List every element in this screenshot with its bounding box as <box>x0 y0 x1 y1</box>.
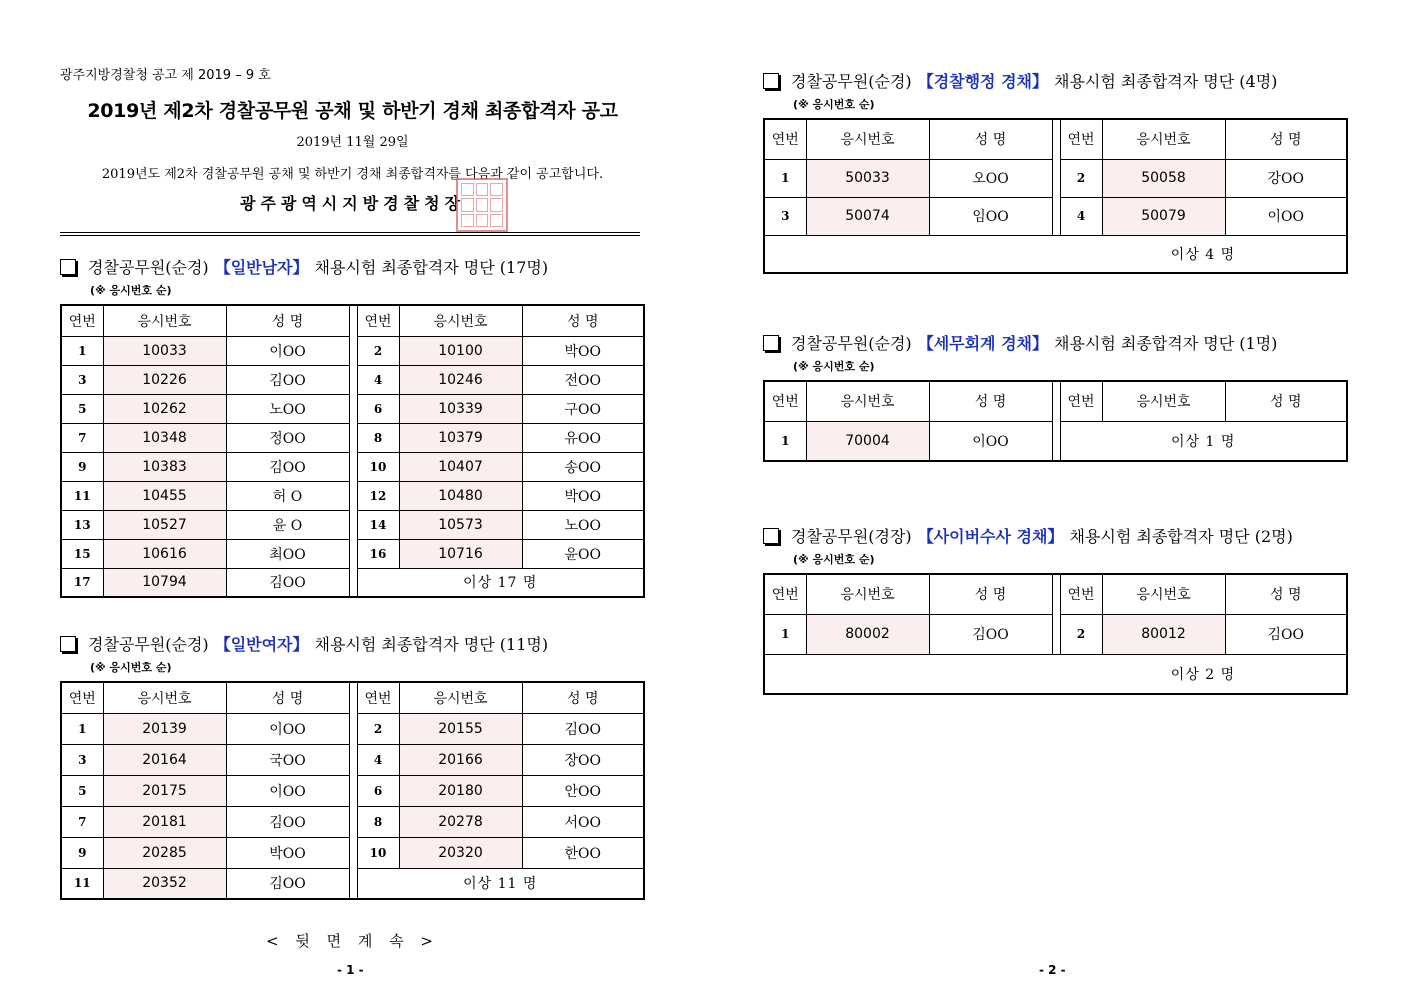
exam-number: 10100 <box>399 336 522 365</box>
exam-number: 20285 <box>103 837 226 868</box>
candidate-name: 구OO <box>522 394 644 423</box>
section-title-prefix: 경찰공무원(경장) <box>791 527 912 546</box>
column-header: 성 명 <box>1225 381 1347 421</box>
candidate-name: 강OO <box>1225 159 1347 197</box>
exam-number: 20320 <box>399 837 522 868</box>
page-number-2: - 2 - <box>1039 963 1066 977</box>
column-gap <box>349 423 357 452</box>
table-row <box>61 452 644 481</box>
table-row <box>61 806 644 837</box>
entry-number: 13 <box>61 510 103 539</box>
column-gap <box>349 682 357 713</box>
table-header-row <box>764 574 1347 614</box>
column-header: 연번 <box>764 119 806 159</box>
entry-number: 10 <box>357 452 399 481</box>
table-row <box>61 568 644 597</box>
column-header: 성 명 <box>522 305 644 336</box>
entry-number: 1 <box>61 713 103 744</box>
candidate-name: 서OO <box>522 806 644 837</box>
page-number-1: - 1 - <box>337 963 364 977</box>
entry-number: 1 <box>61 336 103 365</box>
entry-number: 8 <box>357 806 399 837</box>
column-gap <box>349 806 357 837</box>
exam-number: 10527 <box>103 510 226 539</box>
section-title-suffix: 채용시험 최종합격자 명단 (11명) <box>314 635 549 654</box>
exam-number: 10383 <box>103 452 226 481</box>
column-gap <box>1052 574 1060 614</box>
candidate-name: 박OO <box>226 837 349 868</box>
column-gap <box>349 394 357 423</box>
candidate-name: 박OO <box>522 481 644 510</box>
section-title-prefix: 경찰공무원(순경) <box>791 334 912 353</box>
column-header: 연번 <box>61 682 103 713</box>
page-title: 2019년 제2차 경찰공무원 공채 및 하반기 경채 최종합격자 공고 <box>87 100 618 122</box>
total-count: 이상 11 명 <box>357 868 644 899</box>
table-row <box>764 421 1347 461</box>
section-cyber-investigation <box>763 524 1348 695</box>
entry-number: 9 <box>61 837 103 868</box>
section-title-suffix: 채용시험 최종합격자 명단 (4명) <box>1054 72 1278 91</box>
exam-number: 20175 <box>103 775 226 806</box>
exam-number: 50033 <box>806 159 929 197</box>
exam-number: 10616 <box>103 539 226 568</box>
candidate-name: 김OO <box>929 614 1052 654</box>
entry-number: 4 <box>357 365 399 394</box>
section-category: 【경찰행정 경채】 <box>917 72 1048 91</box>
candidate-name: 이OO <box>226 713 349 744</box>
entry-number: 1 <box>764 614 806 654</box>
section-title <box>763 69 1348 92</box>
column-header: 성 명 <box>929 381 1052 421</box>
exam-number: 10339 <box>399 394 522 423</box>
entry-number: 10 <box>357 837 399 868</box>
candidate-name: 김OO <box>226 568 349 597</box>
entry-number: 7 <box>61 806 103 837</box>
table-row <box>61 713 644 744</box>
table-row <box>61 775 644 806</box>
candidate-name: 최OO <box>226 539 349 568</box>
table-row <box>61 365 644 394</box>
section-title-prefix: 경찰공무원(순경) <box>791 72 912 91</box>
section-title <box>60 632 645 655</box>
entry-number: 6 <box>357 394 399 423</box>
column-header: 연번 <box>357 682 399 713</box>
entry-number: 8 <box>357 423 399 452</box>
column-header: 응시번호 <box>806 381 929 421</box>
entry-number: 7 <box>61 423 103 452</box>
order-note: (※ 응시번호 순) <box>793 98 875 111</box>
column-gap <box>349 539 357 568</box>
total-count: 이상 1 명 <box>1060 421 1347 461</box>
column-gap <box>1052 614 1060 654</box>
table-row <box>764 614 1347 654</box>
exam-number: 10379 <box>399 423 522 452</box>
exam-number: 20155 <box>399 713 522 744</box>
exam-number: 10246 <box>399 365 522 394</box>
entry-number: 3 <box>61 365 103 394</box>
checkbox-square-icon <box>763 335 779 351</box>
order-note: (※ 응시번호 순) <box>793 553 875 566</box>
column-header: 성 명 <box>522 682 644 713</box>
candidate-name: 전OO <box>522 365 644 394</box>
column-header: 연번 <box>1060 381 1102 421</box>
entry-number: 9 <box>61 452 103 481</box>
entry-number: 5 <box>61 775 103 806</box>
column-header: 성 명 <box>226 305 349 336</box>
candidate-name: 송OO <box>522 452 644 481</box>
candidate-name: 유OO <box>522 423 644 452</box>
exam-number: 50058 <box>1102 159 1225 197</box>
section-general-female <box>60 632 645 900</box>
table-header-row <box>764 381 1347 421</box>
header-divider <box>60 232 640 236</box>
total-count: 이상 4 명 <box>1060 235 1347 273</box>
entry-number: 6 <box>357 775 399 806</box>
section-title <box>763 331 1348 354</box>
candidate-name: 김OO <box>226 868 349 899</box>
exam-number: 70004 <box>806 421 929 461</box>
results-table <box>763 380 1348 462</box>
column-gap <box>1052 421 1060 461</box>
exam-number: 10480 <box>399 481 522 510</box>
section-title-prefix: 경찰공무원(순경) <box>88 635 209 654</box>
exam-number: 50079 <box>1102 197 1225 235</box>
column-gap <box>349 568 357 597</box>
column-header: 연번 <box>764 574 806 614</box>
column-gap <box>349 481 357 510</box>
column-header: 응시번호 <box>806 119 929 159</box>
total-spacer <box>764 654 1060 694</box>
total-spacer <box>764 235 1060 273</box>
entry-number: 1 <box>764 159 806 197</box>
entry-number: 2 <box>357 336 399 365</box>
table-row <box>61 837 644 868</box>
table-row <box>61 423 644 452</box>
table-header-row <box>764 119 1347 159</box>
candidate-name: 국OO <box>226 744 349 775</box>
entry-number: 14 <box>357 510 399 539</box>
official-seal-icon <box>456 178 508 232</box>
column-gap <box>349 837 357 868</box>
column-gap <box>349 775 357 806</box>
candidate-name: 정OO <box>226 423 349 452</box>
section-tax-accounting <box>763 331 1348 462</box>
exam-number: 10455 <box>103 481 226 510</box>
section-category: 【일반남자】 <box>214 258 309 277</box>
results-table <box>763 573 1348 695</box>
exam-number: 10348 <box>103 423 226 452</box>
column-header: 응시번호 <box>103 682 226 713</box>
exam-number: 20181 <box>103 806 226 837</box>
candidate-name: 이OO <box>929 421 1052 461</box>
candidate-name: 장OO <box>522 744 644 775</box>
column-header: 응시번호 <box>806 574 929 614</box>
exam-number: 10226 <box>103 365 226 394</box>
order-note: (※ 응시번호 순) <box>90 661 172 674</box>
entry-number: 2 <box>357 713 399 744</box>
column-gap <box>349 336 357 365</box>
column-gap <box>1052 159 1060 197</box>
section-title <box>763 524 1348 547</box>
table-row <box>61 481 644 510</box>
section-title-suffix: 채용시험 최종합격자 명단 (17명) <box>314 258 549 277</box>
exam-number: 10262 <box>103 394 226 423</box>
table-row <box>764 197 1347 235</box>
exam-number: 20139 <box>103 713 226 744</box>
candidate-name: 김OO <box>226 452 349 481</box>
column-gap <box>1052 119 1060 159</box>
exam-number: 80002 <box>806 614 929 654</box>
column-header: 응시번호 <box>103 305 226 336</box>
exam-number: 20278 <box>399 806 522 837</box>
notice-date: 2019년 11월 29일 <box>296 135 409 150</box>
exam-number: 10573 <box>399 510 522 539</box>
table-header-row <box>61 682 644 713</box>
candidate-name: 김OO <box>226 365 349 394</box>
column-gap <box>1052 381 1060 421</box>
candidate-name: 임OO <box>929 197 1052 235</box>
entry-number: 11 <box>61 481 103 510</box>
column-gap <box>349 365 357 394</box>
table-header-row <box>61 305 644 336</box>
exam-number: 10407 <box>399 452 522 481</box>
candidate-name: 이OO <box>226 775 349 806</box>
column-header: 응시번호 <box>1102 119 1225 159</box>
table-row <box>61 868 644 899</box>
exam-number: 50074 <box>806 197 929 235</box>
column-gap <box>349 744 357 775</box>
continue-note: < 뒷 면 계 속 > <box>266 932 439 950</box>
exam-number: 20166 <box>399 744 522 775</box>
table-row <box>61 394 644 423</box>
section-category: 【세무회계 경채】 <box>917 334 1048 353</box>
section-title-prefix: 경찰공무원(순경) <box>88 258 209 277</box>
exam-number: 20180 <box>399 775 522 806</box>
column-gap <box>349 713 357 744</box>
entry-number: 2 <box>1060 614 1102 654</box>
checkbox-square-icon <box>763 73 779 89</box>
candidate-name: 김OO <box>522 713 644 744</box>
candidate-name: 오OO <box>929 159 1052 197</box>
total-row <box>764 235 1347 273</box>
issuer-name: 광주광역시지방경찰청장 <box>239 194 466 213</box>
table-row <box>61 336 644 365</box>
checkbox-square-icon <box>60 259 76 275</box>
results-table <box>763 118 1348 274</box>
table-row <box>61 744 644 775</box>
checkbox-square-icon <box>763 528 779 544</box>
column-header: 성 명 <box>226 682 349 713</box>
column-gap <box>349 305 357 336</box>
candidate-name: 박OO <box>522 336 644 365</box>
entry-number: 3 <box>764 197 806 235</box>
section-title <box>60 255 645 278</box>
exam-number: 10033 <box>103 336 226 365</box>
entry-number: 12 <box>357 481 399 510</box>
exam-number: 80012 <box>1102 614 1225 654</box>
candidate-name: 노OO <box>522 510 644 539</box>
section-title-suffix: 채용시험 최종합격자 명단 (2명) <box>1069 527 1293 546</box>
candidate-name: 한OO <box>522 837 644 868</box>
entry-number: 3 <box>61 744 103 775</box>
entry-number: 17 <box>61 568 103 597</box>
section-police-admin <box>763 69 1348 274</box>
entry-number: 4 <box>1060 197 1102 235</box>
candidate-name: 안OO <box>522 775 644 806</box>
column-header: 응시번호 <box>399 305 522 336</box>
column-header: 연번 <box>1060 574 1102 614</box>
table-row <box>764 159 1347 197</box>
column-header: 연번 <box>357 305 399 336</box>
column-header: 성 명 <box>929 119 1052 159</box>
column-header: 연번 <box>61 305 103 336</box>
entry-number: 2 <box>1060 159 1102 197</box>
column-gap <box>349 452 357 481</box>
checkbox-square-icon <box>60 636 76 652</box>
column-header: 연번 <box>764 381 806 421</box>
column-gap <box>349 868 357 899</box>
section-title-suffix: 채용시험 최종합격자 명단 (1명) <box>1054 334 1278 353</box>
section-category: 【사이버수사 경채】 <box>917 527 1064 546</box>
column-gap <box>349 510 357 539</box>
table-row <box>61 510 644 539</box>
candidate-name: 김OO <box>1225 614 1347 654</box>
entry-number: 1 <box>764 421 806 461</box>
total-row <box>764 654 1347 694</box>
column-header: 응시번호 <box>1102 381 1225 421</box>
table-row <box>61 539 644 568</box>
entry-number: 5 <box>61 394 103 423</box>
candidate-name: 허 O <box>226 481 349 510</box>
column-header: 응시번호 <box>1102 574 1225 614</box>
candidate-name: 이OO <box>1225 197 1347 235</box>
entry-number: 4 <box>357 744 399 775</box>
section-general-male <box>60 255 645 598</box>
candidate-name: 윤 O <box>226 510 349 539</box>
column-header: 연번 <box>1060 119 1102 159</box>
total-count: 이상 2 명 <box>1060 654 1347 694</box>
candidate-name: 김OO <box>226 806 349 837</box>
column-gap <box>1052 197 1060 235</box>
column-header: 성 명 <box>1225 119 1347 159</box>
column-header: 응시번호 <box>399 682 522 713</box>
candidate-name: 윤OO <box>522 539 644 568</box>
column-header: 성 명 <box>929 574 1052 614</box>
column-header: 성 명 <box>1225 574 1347 614</box>
results-table <box>60 681 645 900</box>
total-count: 이상 17 명 <box>357 568 644 597</box>
exam-number: 10794 <box>103 568 226 597</box>
candidate-name: 노OO <box>226 394 349 423</box>
intro-text: 2019년도 제2차 경찰공무원 공채 및 하반기 경채 최종합격자를 다음과 같이 공고합니다. <box>101 167 604 182</box>
order-note: (※ 응시번호 순) <box>793 360 875 373</box>
exam-number: 20164 <box>103 744 226 775</box>
order-note: (※ 응시번호 순) <box>90 284 172 297</box>
entry-number: 11 <box>61 868 103 899</box>
entry-number: 15 <box>61 539 103 568</box>
results-table <box>60 304 645 598</box>
entry-number: 16 <box>357 539 399 568</box>
exam-number: 10716 <box>399 539 522 568</box>
exam-number: 20352 <box>103 868 226 899</box>
candidate-name: 이OO <box>226 336 349 365</box>
notice-number: 광주지방경찰청 공고 제 2019 – 9 호 <box>60 68 271 83</box>
section-category: 【일반여자】 <box>214 635 309 654</box>
